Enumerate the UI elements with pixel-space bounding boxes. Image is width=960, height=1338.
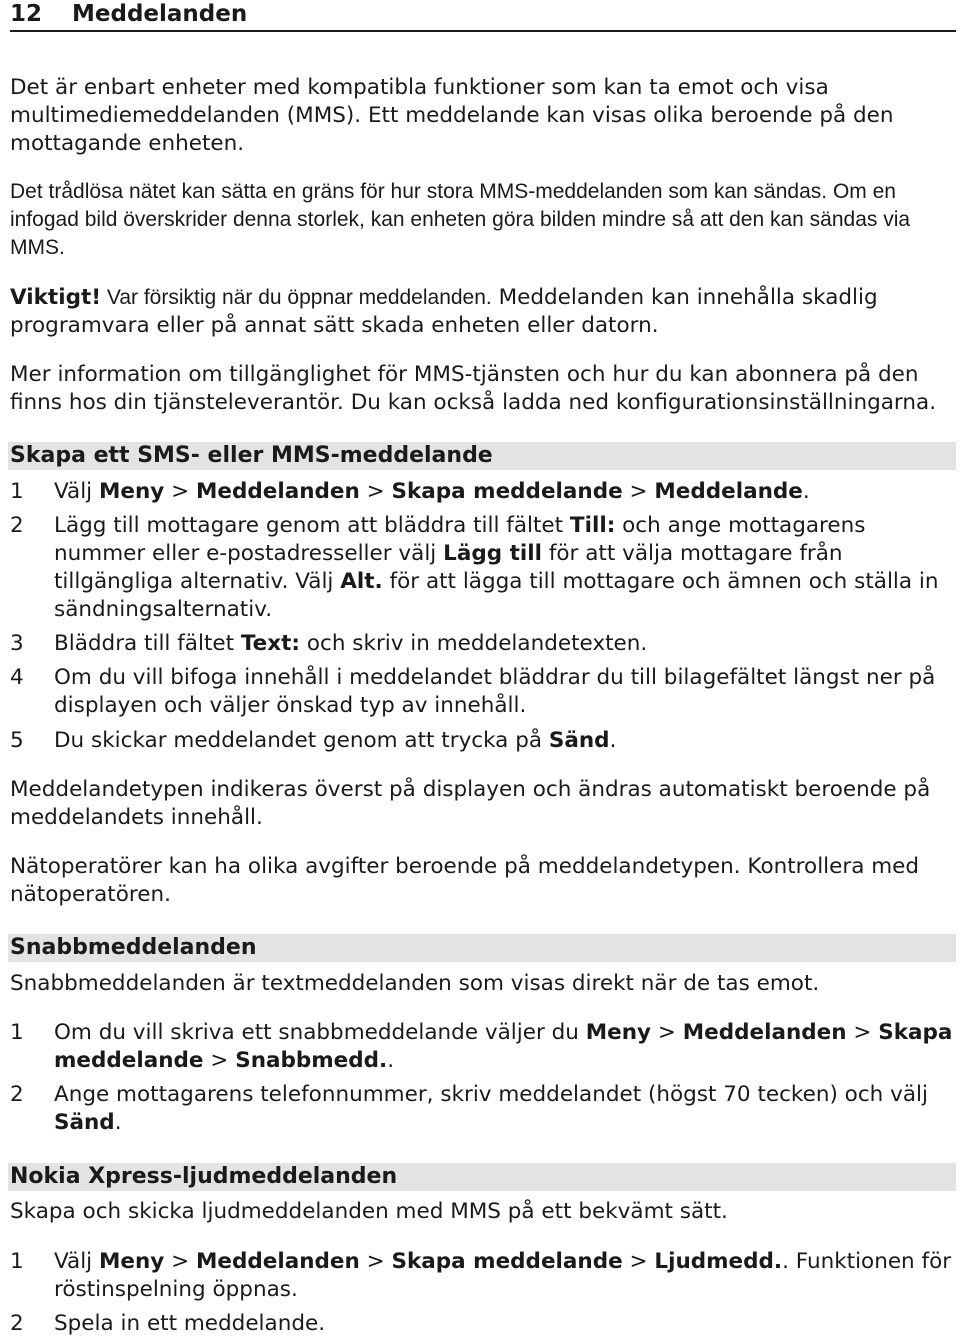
step-number: 2 [10, 1311, 24, 1336]
menu-term: Alt. [340, 569, 383, 594]
step-text-part: för att lägga till mottagare och ämnen och ställa in sändningsalternativ. [54, 569, 939, 622]
step-text-part: Om du vill skriva ett snabbmeddelande väljer du [54, 1020, 586, 1045]
menu-term: Snabbmedd. [235, 1048, 388, 1073]
step-text [54, 1081, 956, 1137]
intro-paragraph-1: Det är enbart enheter med kompatibla funktioner som kan ta emot och visa multimediemeddelanden (MMS). Ett meddelande kan visas olika beroende på den mottagande enheten. [10, 75, 894, 156]
step-text [54, 1019, 956, 1075]
step-text-part: Spela in ett meddelande. [54, 1311, 326, 1336]
page-number: 12 [10, 1, 43, 27]
step-text-part: > [651, 1020, 683, 1045]
menu-term: Sänd [54, 1110, 115, 1135]
step-text-part: Ange mottagarens telefonnummer, skriv meddelandet (högst 70 tecken) och välj [54, 1082, 928, 1107]
menu-term: Skapa meddelande [391, 1249, 623, 1274]
warning-paragraph [10, 284, 956, 340]
step-text-part: > [164, 479, 196, 504]
warning-text: Var försiktig när du öppnar meddelanden. [101, 286, 492, 309]
step-number: 4 [10, 665, 24, 690]
step-number: 2 [10, 1082, 24, 1107]
step-text-part: > [622, 1249, 655, 1274]
step-text-part: Lägg till mottagare genom att bläddra till fältet [54, 513, 570, 538]
intro-paragraph-2: Det trådlösa nätet kan sätta en gräns för hur stora MMS-meddelanden som kan sändas. Om en infogad bild överskrider denna storlek, kan enheten göra bilden mindre så att den kan sändas via MMS. [10, 180, 911, 259]
section-heading: Skapa ett SMS- eller MMS-meddelande [10, 443, 493, 468]
step-text-part: och ange mottagarens nummer eller e-postadresseller välj [54, 513, 866, 566]
step-text-part: > [203, 1048, 236, 1073]
step-text-part: för att välja mottagare från tillgängliga alternativ. Välj [54, 541, 843, 594]
step-text-part: . [802, 479, 810, 504]
menu-term: Ljudmedd. [654, 1249, 783, 1274]
step-text-part: . Funktionen för röstinspelning öppnas. [54, 1249, 952, 1302]
menu-term: Meddelanden [196, 479, 360, 504]
step-text [54, 664, 956, 720]
step-text [54, 630, 956, 658]
step-text-part: Du skickar meddelandet genom att trycka på [54, 728, 549, 753]
step-number: 3 [10, 631, 24, 656]
step-number: 1 [10, 479, 24, 504]
step-text-part: . [387, 1048, 395, 1073]
step-text [54, 478, 956, 506]
menu-term: Meny [99, 1249, 165, 1274]
step-text-part: > [359, 1249, 392, 1274]
menu-term: Meny [585, 1020, 652, 1045]
page-header [10, 0, 956, 32]
menu-term: Skapa meddelande [54, 1020, 953, 1073]
chapter-title: Meddelanden [72, 1, 248, 27]
menu-term: Lägg till [443, 541, 542, 566]
menu-term: Meddelanden [682, 1020, 847, 1045]
body-paragraph: Snabbmeddelanden är textmeddelanden som visas direkt när de tas emot. [10, 971, 820, 996]
menu-term: Meny [99, 479, 165, 504]
menu-term: Skapa meddelande [391, 479, 623, 504]
step-text-part: . [609, 728, 617, 753]
menu-term: Meddelanden [196, 1249, 360, 1274]
body-paragraph: Skapa och skicka ljudmeddelanden med MMS på ett bekvämt sätt. [10, 1199, 728, 1224]
section-heading: Snabbmeddelanden [10, 935, 257, 960]
step-text-part: och skriv in meddelandetexten. [300, 631, 648, 656]
step-text-part: Välj [54, 479, 99, 504]
body-paragraph: Nätoperatörer kan ha olika avgifter beroende på meddelandetypen. Kontrollera med nätoperatören. [10, 854, 920, 907]
step-text-part: > [164, 1249, 196, 1274]
step-text-part: Välj [54, 1249, 99, 1274]
menu-term: Sänd [548, 728, 610, 753]
step-text [54, 1310, 956, 1338]
step-text [54, 727, 956, 755]
menu-term: Meddelande [654, 479, 803, 504]
step-text [54, 512, 956, 624]
step-text-part: Bläddra till fältet [54, 631, 241, 656]
section-heading-bar [8, 442, 956, 470]
step-number: 1 [10, 1249, 24, 1274]
step-number: 1 [10, 1020, 24, 1045]
section-heading-bar [8, 1163, 956, 1191]
step-text-part: Om du vill bifoga innehåll i meddelandet bläddrar du till bilagefältet längst ner på displayen och väljer önskad typ av innehåll. [54, 665, 936, 718]
field-term: Text: [240, 631, 301, 656]
step-text-part: . [114, 1110, 122, 1135]
step-text-part: > [622, 479, 655, 504]
warning-label: Viktigt! [10, 285, 102, 310]
step-text-part: > [359, 479, 392, 504]
body-paragraph: Meddelandetypen indikeras överst på displayen och ändras automatiskt beroende på meddelandets innehåll. [10, 777, 931, 830]
section-heading: Nokia Xpress-ljudmeddelanden [10, 1164, 398, 1189]
field-term: Till: [569, 513, 616, 538]
step-number: 5 [10, 728, 24, 753]
warning-rest: Meddelanden kan innehålla skadlig programvara eller på annat sätt skada enheten eller datorn. [10, 285, 878, 338]
section-heading-bar [8, 934, 956, 962]
step-number: 2 [10, 513, 24, 538]
intro-paragraph-4: Mer information om tillgänglighet för MMS-tjänsten och hur du kan abonnera på den finns hos din tjänsteleverantör. Du kan också ladda ned konfigurationsinställningarna. [10, 362, 937, 415]
step-text-part: > [846, 1020, 879, 1045]
step-text [54, 1248, 956, 1304]
